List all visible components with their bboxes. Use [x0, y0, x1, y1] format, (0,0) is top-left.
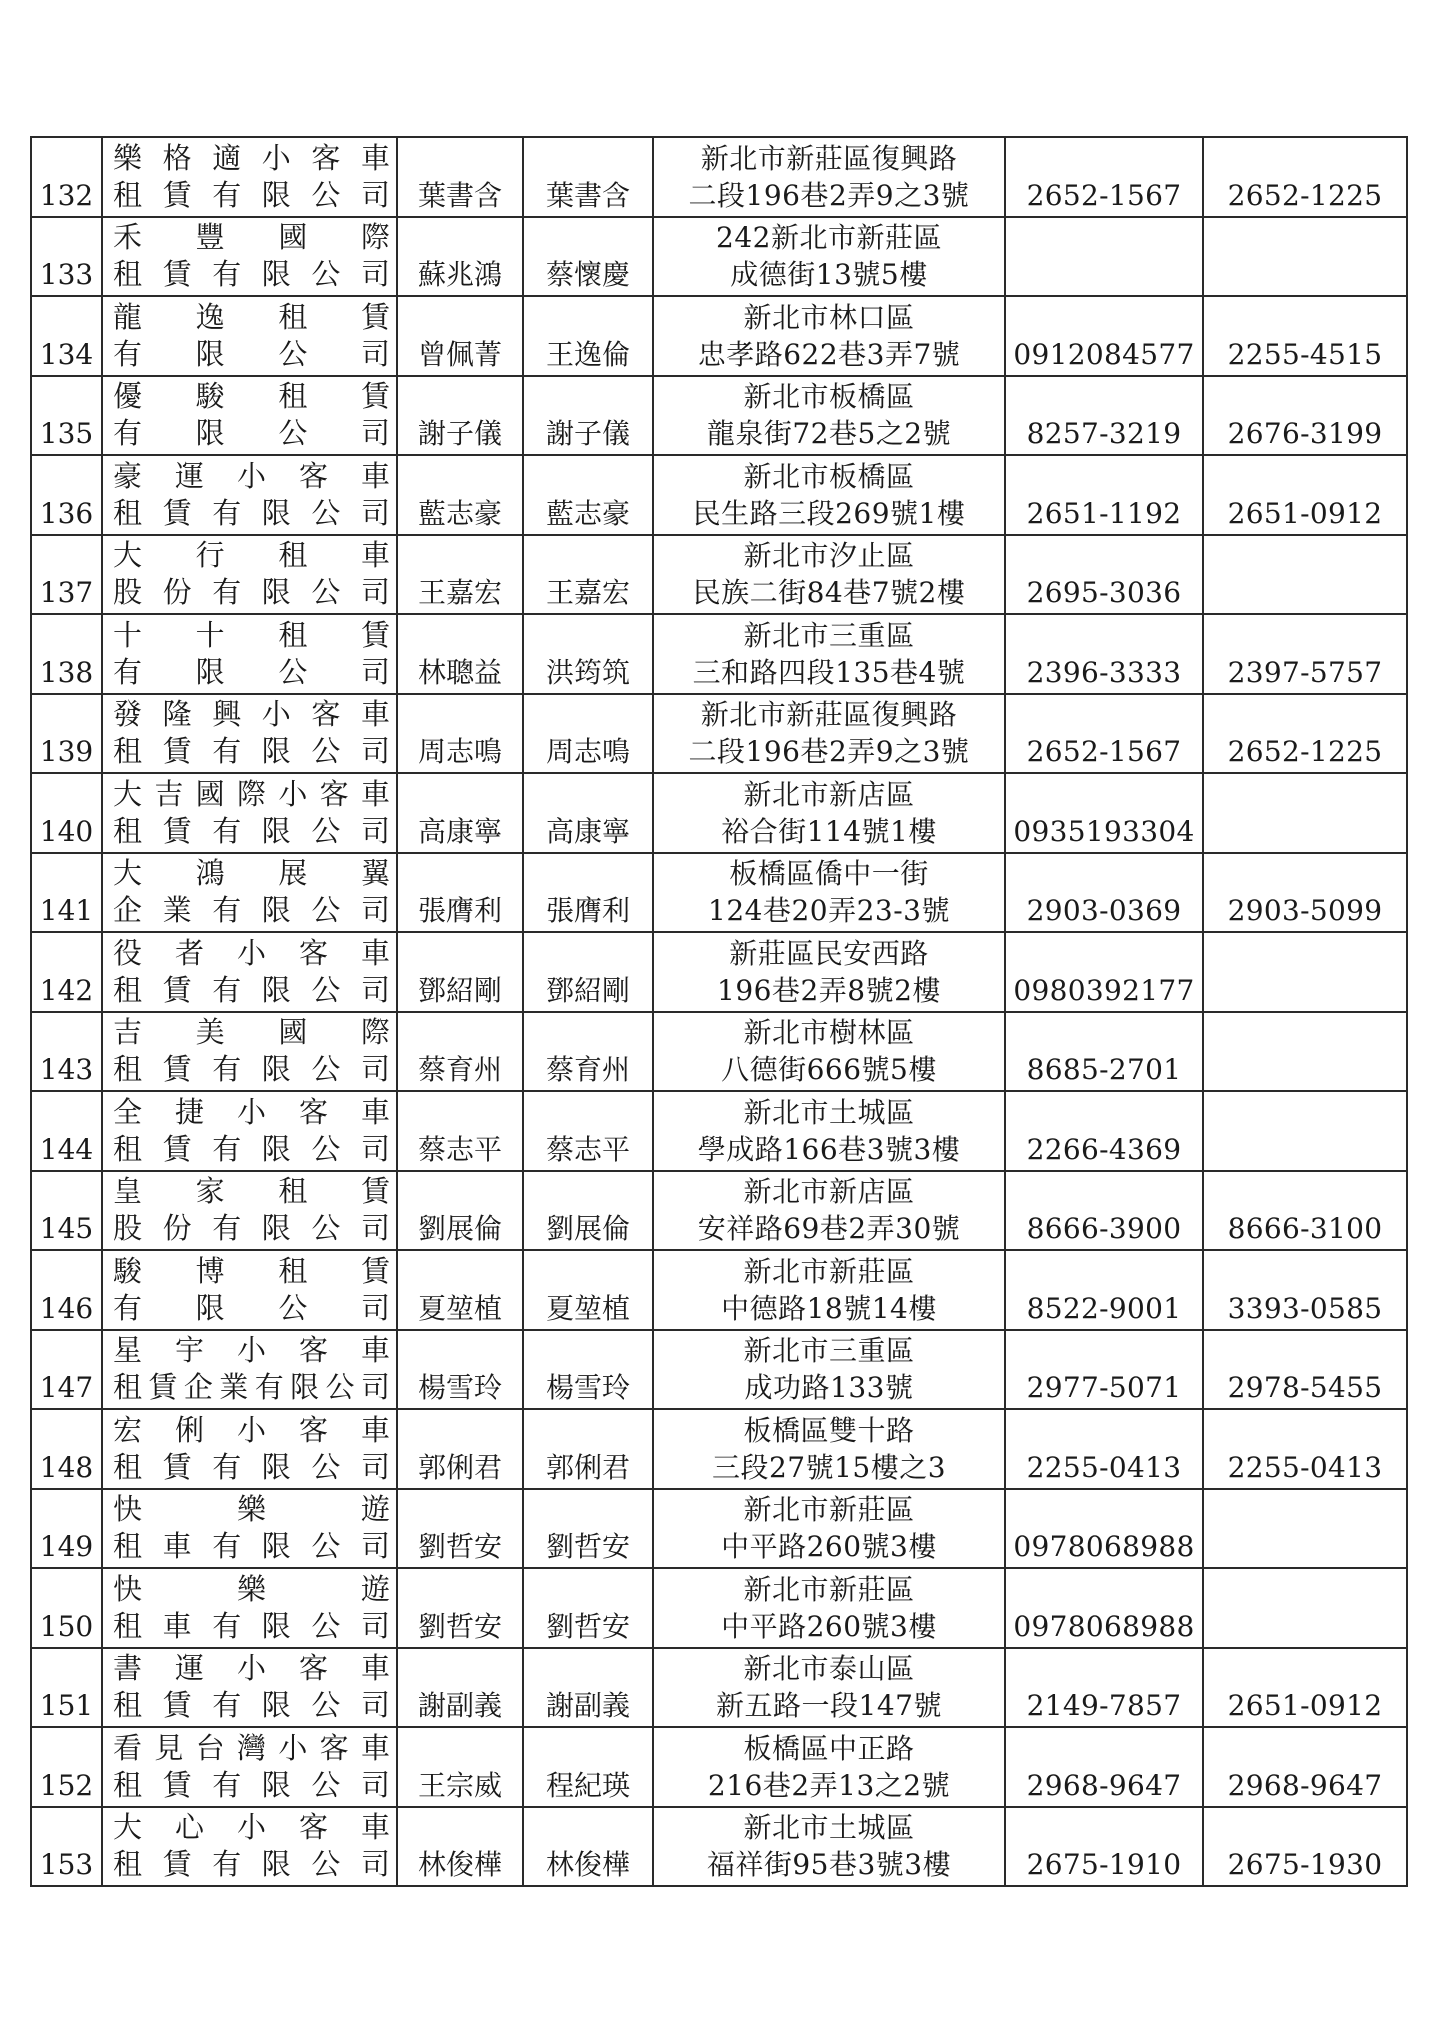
address-line: 242新北市新莊區 — [716, 221, 942, 255]
fax-number: 8666-3100 — [1203, 1171, 1407, 1251]
contact-name: 郭俐君 — [523, 1409, 653, 1489]
fax-number — [1203, 1568, 1407, 1648]
address-line: 新五路一段147號 — [716, 1689, 942, 1723]
table-row — [31, 1250, 1407, 1330]
fax-number: 2651-0912 — [1203, 1648, 1407, 1728]
contact-name: 葉書含 — [523, 137, 653, 217]
address-line: 三段27號15樓之3 — [711, 1450, 947, 1484]
rental-company-table — [30, 136, 1408, 1887]
phone-number: 0935193304 — [1005, 773, 1203, 853]
contact-name: 周志鳴 — [523, 694, 653, 774]
phone-number: 0980392177 — [1005, 932, 1203, 1012]
owner-name: 藍志豪 — [397, 455, 523, 535]
table-row — [31, 1091, 1407, 1171]
company-name-line: 禾 豐 國 際 — [113, 220, 390, 255]
fax-number: 2652-1225 — [1203, 694, 1407, 774]
phone-number: 2675-1910 — [1005, 1807, 1203, 1887]
row-number: 149 — [31, 1489, 102, 1569]
contact-name: 程紀瑛 — [523, 1727, 653, 1807]
phone-number: 2149-7857 — [1005, 1648, 1203, 1728]
row-number: 147 — [31, 1330, 102, 1410]
company-name-line: 皇 家 租 賃 — [113, 1174, 390, 1209]
address-line: 216巷2弄13之2號 — [707, 1768, 951, 1802]
company-name-line: 快 樂 遊 — [113, 1571, 390, 1606]
fax-number — [1203, 217, 1407, 297]
phone-number — [1005, 217, 1203, 297]
contact-name: 劉展倫 — [523, 1171, 653, 1251]
company-name-line: 星 宇 小 客 車 — [113, 1333, 390, 1368]
table-row — [31, 614, 1407, 694]
row-number: 140 — [31, 773, 102, 853]
contact-name: 蔡志平 — [523, 1091, 653, 1171]
fax-number — [1203, 1012, 1407, 1092]
address — [653, 1409, 1005, 1489]
owner-name: 高康寧 — [397, 773, 523, 853]
company-name — [102, 376, 397, 456]
fax-number: 2652-1225 — [1203, 137, 1407, 217]
fax-number: 3393-0585 — [1203, 1250, 1407, 1330]
contact-name: 王逸倫 — [523, 296, 653, 376]
row-number: 141 — [31, 853, 102, 933]
address — [653, 773, 1005, 853]
address-line: 新莊區民安西路 — [729, 936, 929, 970]
company-name — [102, 773, 397, 853]
company-name-line: 有 限 公 司 — [113, 654, 390, 689]
address — [653, 1489, 1005, 1569]
company-name-line: 看 見 台 灣 小 客 車 — [113, 1730, 390, 1765]
address-line: 新北市三重區 — [743, 618, 915, 652]
company-name — [102, 1409, 397, 1489]
table-row — [31, 296, 1407, 376]
phone-number: 0912084577 — [1005, 296, 1203, 376]
row-number: 139 — [31, 694, 102, 774]
address-line: 新北市板橋區 — [743, 459, 915, 493]
company-name-line: 大 吉 國 際 小 客 車 — [113, 776, 390, 811]
phone-number: 8685-2701 — [1005, 1012, 1203, 1092]
owner-name: 夏堃植 — [397, 1250, 523, 1330]
address-line: 民族二街84巷7號2樓 — [692, 576, 966, 610]
phone-number: 8257-3219 — [1005, 376, 1203, 456]
owner-name: 郭俐君 — [397, 1409, 523, 1489]
company-name — [102, 1171, 397, 1251]
owner-name: 蘇兆鴻 — [397, 217, 523, 297]
company-name-line: 租 賃 有 限 公 司 — [113, 257, 390, 292]
company-name-line: 租 賃 有 限 公 司 — [113, 177, 390, 212]
address-line: 板橋區雙十路 — [743, 1413, 915, 1447]
company-name — [102, 1568, 397, 1648]
company-name-line: 租 賃 有 限 公 司 — [113, 813, 390, 848]
owner-name: 蔡育州 — [397, 1012, 523, 1092]
phone-number: 2652-1567 — [1005, 694, 1203, 774]
fax-number — [1203, 1091, 1407, 1171]
company-name-line: 租 賃 有 限 公 司 — [113, 1767, 390, 1802]
address-line: 八德街666號5樓 — [721, 1053, 937, 1087]
address — [653, 376, 1005, 456]
address-line: 新北市土城區 — [743, 1811, 915, 1845]
owner-name: 蔡志平 — [397, 1091, 523, 1171]
company-name-line: 租 賃 有 限 公 司 — [113, 1847, 390, 1882]
address — [653, 455, 1005, 535]
company-name — [102, 1489, 397, 1569]
address-line: 民生路三段269號1樓 — [692, 496, 966, 530]
address — [653, 1012, 1005, 1092]
address — [653, 137, 1005, 217]
company-name-line: 租 車 有 限 公 司 — [113, 1608, 390, 1643]
phone-number: 8522-9001 — [1005, 1250, 1203, 1330]
table-row — [31, 1489, 1407, 1569]
phone-number: 2652-1567 — [1005, 137, 1203, 217]
phone-number: 2977-5071 — [1005, 1330, 1203, 1410]
table-row — [31, 1171, 1407, 1251]
phone-number: 2903-0369 — [1005, 853, 1203, 933]
contact-name: 蔡懷慶 — [523, 217, 653, 297]
company-name-line: 大 鴻 展 翼 — [113, 856, 390, 891]
row-number: 145 — [31, 1171, 102, 1251]
company-name-line: 書 運 小 客 車 — [113, 1651, 390, 1686]
address-line: 裕合街114號1樓 — [721, 814, 937, 848]
phone-number: 2396-3333 — [1005, 614, 1203, 694]
owner-name: 林聰益 — [397, 614, 523, 694]
contact-name: 藍志豪 — [523, 455, 653, 535]
company-name — [102, 614, 397, 694]
owner-name: 劉哲安 — [397, 1568, 523, 1648]
phone-number: 0978068988 — [1005, 1489, 1203, 1569]
company-name-line: 全 捷 小 客 車 — [113, 1094, 390, 1129]
company-name — [102, 1648, 397, 1728]
table-row — [31, 217, 1407, 297]
owner-name: 王嘉宏 — [397, 535, 523, 615]
company-name — [102, 1012, 397, 1092]
row-number: 151 — [31, 1648, 102, 1728]
row-number: 133 — [31, 217, 102, 297]
fax-number: 2255-4515 — [1203, 296, 1407, 376]
address-line: 三和路四段135巷4號 — [692, 655, 966, 689]
owner-name: 曾佩菁 — [397, 296, 523, 376]
address-line: 196巷2弄8號2樓 — [717, 973, 941, 1007]
company-name — [102, 1807, 397, 1887]
contact-name: 林俊樺 — [523, 1807, 653, 1887]
address — [653, 217, 1005, 297]
company-name — [102, 1727, 397, 1807]
row-number: 152 — [31, 1727, 102, 1807]
owner-name: 楊雪玲 — [397, 1330, 523, 1410]
company-name — [102, 1330, 397, 1410]
owner-name: 謝副義 — [397, 1648, 523, 1728]
company-name-line: 租 賃 有 限 公 司 — [113, 495, 390, 530]
phone-number: 2968-9647 — [1005, 1727, 1203, 1807]
company-name — [102, 1091, 397, 1171]
company-name-line: 有 限 公 司 — [113, 1290, 390, 1325]
phone-number: 2695-3036 — [1005, 535, 1203, 615]
fax-number: 2903-5099 — [1203, 853, 1407, 933]
company-name-line: 有 限 公 司 — [113, 336, 390, 371]
row-number: 136 — [31, 455, 102, 535]
contact-name: 謝子儀 — [523, 376, 653, 456]
address — [653, 853, 1005, 933]
company-name — [102, 535, 397, 615]
fax-number: 2397-5757 — [1203, 614, 1407, 694]
company-name-line: 大 心 小 客 車 — [113, 1810, 390, 1845]
company-name-line: 企 業 有 限 公 司 — [113, 893, 390, 928]
address-line: 新北市新莊區 — [743, 1254, 915, 1288]
table-body — [31, 137, 1407, 1886]
contact-name: 劉哲安 — [523, 1489, 653, 1569]
phone-number: 0978068988 — [1005, 1568, 1203, 1648]
address-line: 二段196巷2弄9之3號 — [688, 735, 970, 769]
company-name-line: 豪 運 小 客 車 — [113, 458, 390, 493]
address-line: 板橋區僑中一街 — [729, 857, 929, 891]
table-row — [31, 376, 1407, 456]
owner-name: 王宗威 — [397, 1727, 523, 1807]
address-line: 新北市新莊區復興路 — [700, 698, 958, 732]
address-line: 中德路18號14樓 — [721, 1291, 937, 1325]
fax-number — [1203, 535, 1407, 615]
address-line: 學成路166巷3號3樓 — [697, 1132, 961, 1166]
contact-name: 張膺利 — [523, 853, 653, 933]
company-name — [102, 1250, 397, 1330]
contact-name: 蔡育州 — [523, 1012, 653, 1092]
row-number: 148 — [31, 1409, 102, 1489]
address — [653, 1171, 1005, 1251]
row-number: 144 — [31, 1091, 102, 1171]
company-name-line: 駿 博 租 賃 — [113, 1253, 390, 1288]
company-name — [102, 932, 397, 1012]
address-line: 二段196巷2弄9之3號 — [688, 178, 970, 212]
address — [653, 1648, 1005, 1728]
address-line: 新北市三重區 — [743, 1334, 915, 1368]
phone-number: 2266-4369 — [1005, 1091, 1203, 1171]
company-name — [102, 296, 397, 376]
company-name-line: 大 行 租 車 — [113, 538, 390, 573]
company-name-line: 租 賃 有 限 公 司 — [113, 1052, 390, 1087]
company-name-line: 租 賃 企 業 有 限 公 司 — [113, 1370, 390, 1405]
company-name-line: 十 十 租 賃 — [113, 617, 390, 652]
fax-number: 2255-0413 — [1203, 1409, 1407, 1489]
table-row — [31, 932, 1407, 1012]
fax-number: 2978-5455 — [1203, 1330, 1407, 1410]
address-line: 新北市新莊區 — [743, 1572, 915, 1606]
table-row — [31, 853, 1407, 933]
table-row — [31, 1330, 1407, 1410]
owner-name: 林俊樺 — [397, 1807, 523, 1887]
address — [653, 1330, 1005, 1410]
table-row — [31, 535, 1407, 615]
address-line: 新北市土城區 — [743, 1095, 915, 1129]
address-line: 新北市新店區 — [743, 777, 915, 811]
address-line: 福祥街95巷3號3樓 — [706, 1848, 952, 1882]
row-number: 146 — [31, 1250, 102, 1330]
address-line: 忠孝路622巷3弄7號 — [697, 337, 961, 371]
table-row — [31, 773, 1407, 853]
contact-name: 謝副義 — [523, 1648, 653, 1728]
address — [653, 614, 1005, 694]
company-name-line: 役 者 小 客 車 — [113, 935, 390, 970]
company-name — [102, 137, 397, 217]
address-line: 中平路260號3樓 — [721, 1530, 937, 1564]
company-name-line: 租 車 有 限 公 司 — [113, 1529, 390, 1564]
row-number: 138 — [31, 614, 102, 694]
table-row — [31, 137, 1407, 217]
company-name-line: 股 份 有 限 公 司 — [113, 575, 390, 610]
address-line: 中平路260號3樓 — [721, 1609, 937, 1643]
address-line: 新北市新店區 — [743, 1175, 915, 1209]
contact-name: 楊雪玲 — [523, 1330, 653, 1410]
address-line: 新北市泰山區 — [743, 1652, 915, 1686]
company-name-line: 租 賃 有 限 公 司 — [113, 1131, 390, 1166]
address-line: 新北市林口區 — [743, 300, 915, 334]
contact-name: 劉哲安 — [523, 1568, 653, 1648]
table-row — [31, 694, 1407, 774]
company-name — [102, 853, 397, 933]
address-line: 安祥路69巷2弄30號 — [697, 1212, 961, 1246]
address-line: 板橋區中正路 — [743, 1731, 915, 1765]
table-row — [31, 1727, 1407, 1807]
owner-name: 劉哲安 — [397, 1489, 523, 1569]
address — [653, 1568, 1005, 1648]
fax-number: 2676-3199 — [1203, 376, 1407, 456]
row-number: 153 — [31, 1807, 102, 1887]
address-line: 新北市樹林區 — [743, 1016, 915, 1050]
phone-number: 2651-1192 — [1005, 455, 1203, 535]
owner-name: 謝子儀 — [397, 376, 523, 456]
contact-name: 洪筠筑 — [523, 614, 653, 694]
fax-number — [1203, 1489, 1407, 1569]
fax-number: 2651-0912 — [1203, 455, 1407, 535]
address — [653, 1807, 1005, 1887]
table-row — [31, 1568, 1407, 1648]
row-number: 132 — [31, 137, 102, 217]
address-line: 成德街13號5樓 — [730, 258, 928, 292]
company-name-line: 吉 美 國 際 — [113, 1015, 390, 1050]
company-name-line: 優 駿 租 賃 — [113, 379, 390, 414]
address-line: 成功路133號 — [744, 1371, 914, 1405]
row-number: 142 — [31, 932, 102, 1012]
owner-name: 張膺利 — [397, 853, 523, 933]
phone-number: 8666-3900 — [1005, 1171, 1203, 1251]
address-line: 新北市新莊區 — [743, 1493, 915, 1527]
contact-name: 夏堃植 — [523, 1250, 653, 1330]
table-row — [31, 1807, 1407, 1887]
address — [653, 694, 1005, 774]
address — [653, 1091, 1005, 1171]
table-row — [31, 1648, 1407, 1728]
owner-name: 劉展倫 — [397, 1171, 523, 1251]
company-name — [102, 455, 397, 535]
address-line: 新北市板橋區 — [743, 380, 915, 414]
address — [653, 932, 1005, 1012]
fax-number — [1203, 932, 1407, 1012]
row-number: 137 — [31, 535, 102, 615]
company-name-line: 租 賃 有 限 公 司 — [113, 1449, 390, 1484]
owner-name: 鄧紹剛 — [397, 932, 523, 1012]
company-name-line: 租 賃 有 限 公 司 — [113, 972, 390, 1007]
table-row — [31, 1409, 1407, 1489]
owner-name: 周志鳴 — [397, 694, 523, 774]
company-name — [102, 694, 397, 774]
company-name — [102, 217, 397, 297]
address-line: 新北市新莊區復興路 — [700, 141, 958, 175]
table-row — [31, 1012, 1407, 1092]
company-name-line: 有 限 公 司 — [113, 416, 390, 451]
owner-name: 葉書含 — [397, 137, 523, 217]
address — [653, 535, 1005, 615]
company-name-line: 租 賃 有 限 公 司 — [113, 734, 390, 769]
fax-number: 2675-1930 — [1203, 1807, 1407, 1887]
company-name-line: 發 隆 興 小 客 車 — [113, 697, 390, 732]
address — [653, 296, 1005, 376]
company-name-line: 龍 逸 租 賃 — [113, 299, 390, 334]
contact-name: 高康寧 — [523, 773, 653, 853]
contact-name: 王嘉宏 — [523, 535, 653, 615]
company-name-line: 租 賃 有 限 公 司 — [113, 1688, 390, 1723]
company-name-line: 樂 格 適 小 客 車 — [113, 140, 390, 175]
phone-number: 2255-0413 — [1005, 1409, 1203, 1489]
row-number: 150 — [31, 1568, 102, 1648]
table-row — [31, 455, 1407, 535]
row-number: 143 — [31, 1012, 102, 1092]
fax-number: 2968-9647 — [1203, 1727, 1407, 1807]
company-name-line: 快 樂 遊 — [113, 1492, 390, 1527]
address-line: 124巷20弄23-3號 — [708, 894, 950, 928]
company-name-line: 宏 俐 小 客 車 — [113, 1412, 390, 1447]
address — [653, 1250, 1005, 1330]
address — [653, 1727, 1005, 1807]
address-line: 龍泉街72巷5之2號 — [706, 417, 952, 451]
row-number: 134 — [31, 296, 102, 376]
company-name-line: 股 份 有 限 公 司 — [113, 1211, 390, 1246]
contact-name: 鄧紹剛 — [523, 932, 653, 1012]
address-line: 新北市汐止區 — [743, 539, 915, 573]
row-number: 135 — [31, 376, 102, 456]
fax-number — [1203, 773, 1407, 853]
